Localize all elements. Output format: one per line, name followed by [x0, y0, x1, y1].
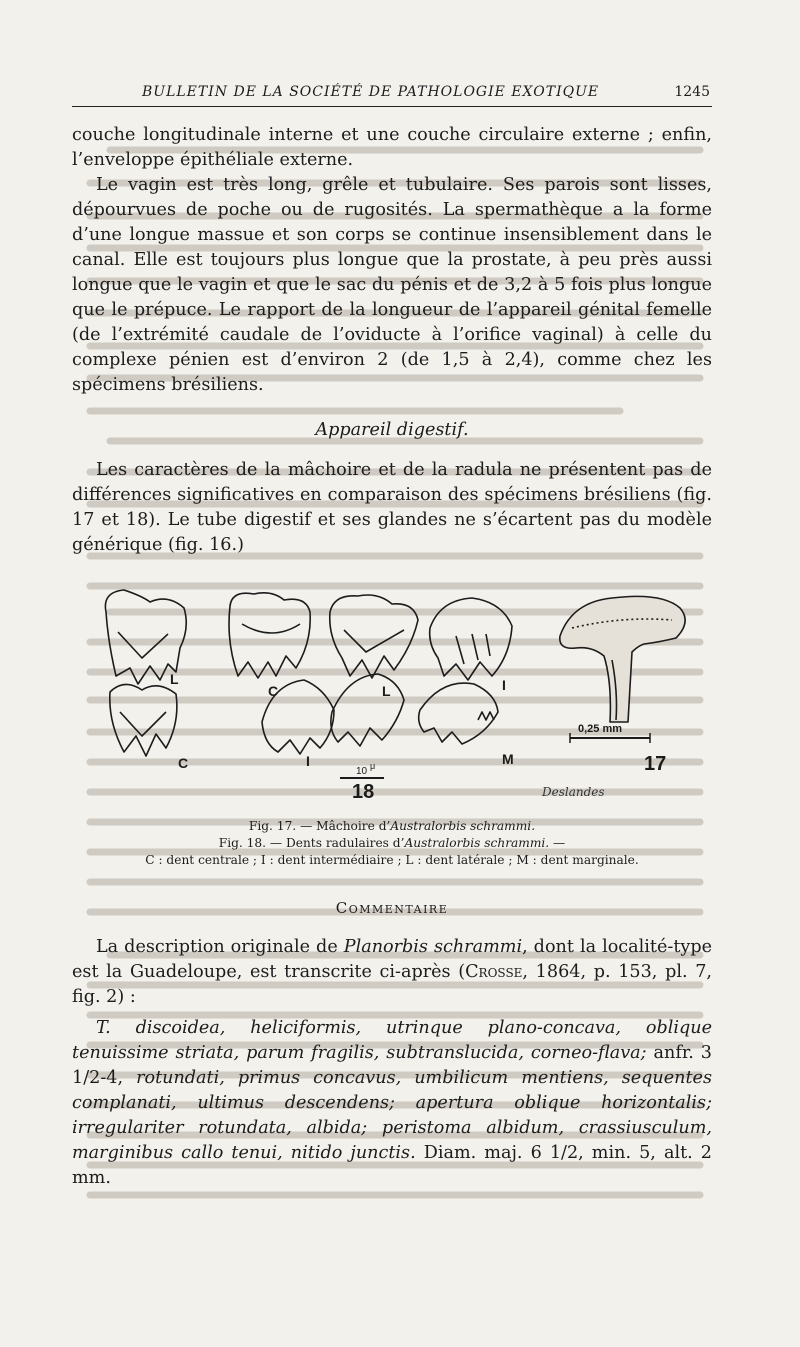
label-L2: L [382, 683, 391, 699]
paragraph-latin-description: T. discoidea, heliciformis, utrinque plano-concava, oblique tenuissime striata, parum fragilis, subtranslucida, corneo-flava; anfr. 3 1/2-4, rotundati, primus concavus, umbilicum mentiens, sequentes complanati, ultimus descendens; apertura oblique horizontalis; irregulariter rotundata, albida; peristoma albidum, crassiusculum, marginibus callo tenui, nitido junctis. Diam. maj. 6 1/2, min. 5, alt. 2 mm. [72, 1018, 713, 1188]
fig17-number: 17 [644, 753, 667, 775]
label-M: M [502, 751, 514, 767]
fig18-scale-unit: μ [370, 761, 376, 771]
running-header [72, 84, 712, 107]
paragraph-1: couche longitudinale interne et une couche circulaire externe ; enfin, l’enveloppe épithéliale externe. [72, 125, 712, 170]
paragraph-digestif: Les caractères de la mâchoire et de la radula ne présentent pas de différences significatives en comparaison des spécimens brésiliens (fig. 17 et 18). Le tube digestif et ses glandes ne s’écartent pas du modèle générique (fig. 16.) [72, 460, 712, 555]
jaw-drawing [560, 596, 685, 722]
paragraph-commentaire: La description originale de Planorbis schrammi, dont la localité-type est la Guadeloupe, est transcrite ci-après (Crosse, 1864, p. 153, pl. 7, fig. 2) : [72, 937, 713, 1007]
caption-fig18: Fig. 18. — Dents radulaires d’Australorbis schrammi. — [218, 836, 566, 850]
label-I1: I [502, 677, 506, 693]
section-title-commentaire: Commentaire [335, 899, 449, 917]
tooth-intermediate-top [430, 598, 512, 680]
tooth-central-bottom [110, 684, 177, 756]
caption-fig17: Fig. 17. — Mâchoire d’Australorbis schrammi. [248, 819, 536, 833]
illustrator-signature: Deslandes [542, 785, 605, 799]
fig18-scale-value: 10 [356, 766, 368, 777]
running-title: BULLETIN DE LA SOCIÉTÉ DE PATHOLOGIE EXOTIQUE [142, 84, 600, 100]
label-C2: C [178, 755, 189, 771]
page [72, 84, 712, 1191]
paragraph-2: Le vagin est très long, grêle et tubulaire. Ses parois sont lisses, dépourvues de poche ou de rugosités. La spermathèque a la forme d’une longue massue et son corps se continue insensiblement dans le canal. Elle est toujours plus longue que la prostate, à peu près aussi longue que le vagin et que le sac du pénis et de 3,2 à 5 fois plus longue que le prépuce. Le rapport de la longueur de l’appareil génital femelle (de l’extrémité caudale de l’oviducte à l’orifice vaginal) à celle du complexe pénien est d’environ 2 (de 1,5 à 2,4), comme chez les spécimens brésiliens. [72, 175, 712, 395]
section-title-digestif: Appareil digestif. [315, 420, 469, 440]
label-C1: C [268, 683, 279, 699]
figure-drawing [72, 572, 712, 814]
figure-captions [72, 818, 712, 869]
tooth-lateral-top-left [105, 590, 186, 684]
tooth-central-top [229, 593, 310, 678]
figure-jaw-radula [72, 572, 712, 814]
fig17-scale: 0,25 mm [578, 723, 623, 735]
fig18-number: 18 [352, 781, 375, 803]
tooth-lateral-top-middle [330, 595, 418, 678]
page-number: 1245 [674, 84, 710, 100]
label-L1: L [170, 671, 179, 687]
tooth-marginal-bottom [419, 683, 498, 744]
caption-legend: C : dent centrale ; I : dent intermédiaire ; L : dent latérale ; M : dent marginale. [145, 853, 639, 867]
label-I2: I [306, 753, 310, 769]
tooth-intermediate-bottom-2 [331, 674, 404, 746]
